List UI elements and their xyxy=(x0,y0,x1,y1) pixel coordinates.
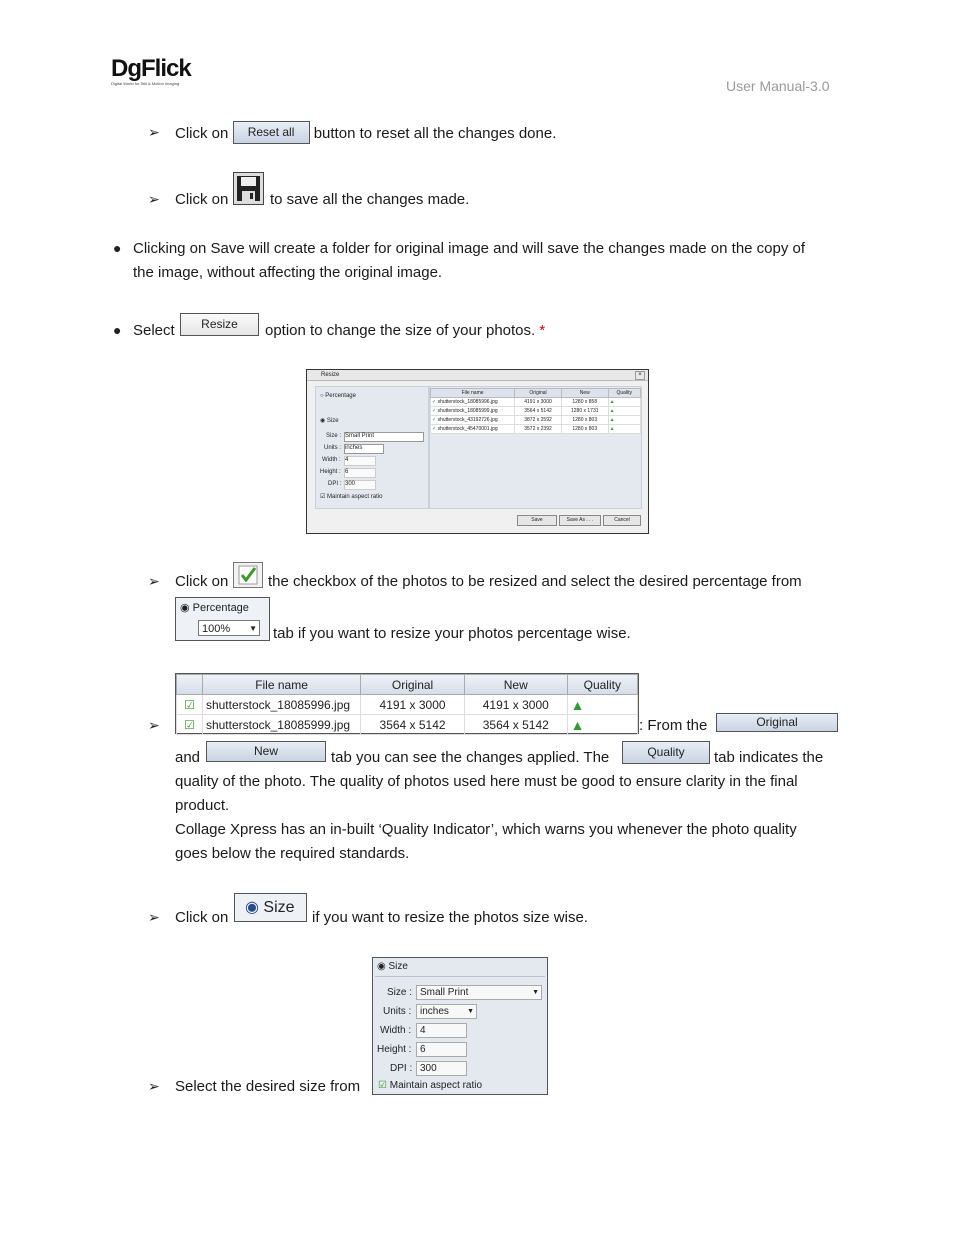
col-new[interactable]: New xyxy=(464,675,567,695)
percentage-select[interactable]: 100% ▼ xyxy=(198,620,260,636)
col-original[interactable]: Original xyxy=(515,389,562,398)
select-suffix: option to change the size of your photos. xyxy=(265,322,536,339)
dropdown-arrow-icon: ▼ xyxy=(249,624,257,633)
row-checkbox-icon[interactable]: ☑ xyxy=(177,695,203,715)
col-file-name[interactable]: File name xyxy=(202,675,360,695)
height-input[interactable]: 6 xyxy=(344,468,376,478)
warning-icon: ▲ xyxy=(608,398,640,407)
width-input[interactable]: 4 xyxy=(416,1023,467,1038)
select-size-label: Select the desired size from xyxy=(175,1078,361,1095)
table-row[interactable]: ☑ shutterstock_18085999.jpg 3564 x 5142 3564 x 5142 ▲ xyxy=(177,715,638,735)
percentage-radio[interactable]: ◉ Percentage xyxy=(180,602,249,614)
warning-icon: ▲ xyxy=(567,695,637,715)
logo-text: DgFlick xyxy=(111,55,191,82)
units-select[interactable]: inches ▼ xyxy=(416,1004,477,1019)
original-tab-button[interactable]: Original xyxy=(716,713,838,732)
quality-line2: quality of the photo. The quality of photos used here must be good to ensure clarity in the final xyxy=(175,773,798,790)
row-checkbox-icon[interactable]: ☑ xyxy=(177,715,203,735)
percentage-suffix: tab if you want to resize your photos percentage wise. xyxy=(273,625,631,642)
height-input[interactable]: 6 xyxy=(416,1042,467,1057)
tab-changes-text: tab you can see the changes applied. The xyxy=(331,749,610,766)
size-select[interactable]: Small Print xyxy=(344,432,424,442)
aspect-ratio-checkbox[interactable]: ☑ Maintain aspect ratio xyxy=(378,1080,483,1091)
quality-line5: goes below the required standards. xyxy=(175,845,410,862)
bullet-dot: ● xyxy=(113,322,122,338)
quality-line4: Collage Xpress has an in-built ‘Quality Indicator’, which warns you whenever the photo quality xyxy=(175,821,797,838)
quality-line3: product. xyxy=(175,797,230,814)
arrow-bullet-icon: ➢ xyxy=(148,909,160,925)
units-label: Units : xyxy=(324,445,342,451)
size-option[interactable]: ◉ Size xyxy=(320,418,339,424)
size-suffix: if you want to resize the photos size wise. xyxy=(312,909,588,926)
warning-icon: ▲ xyxy=(567,715,637,735)
aspect-ratio-checkbox[interactable]: ☑ Maintain aspect ratio xyxy=(320,494,383,500)
reset-suffix: button to reset all the changes done. xyxy=(313,125,557,142)
units-label: Units : xyxy=(383,1006,412,1017)
reset-line xyxy=(175,121,556,146)
dialog-save-as-button[interactable]: Save As . . . xyxy=(559,515,601,526)
warning-icon: ▲ xyxy=(608,416,640,425)
size-prefix: Click on xyxy=(175,909,229,926)
and-label: and xyxy=(175,749,201,766)
col-new[interactable]: New xyxy=(561,389,608,398)
reset-all-button[interactable]: Reset all xyxy=(233,121,310,144)
warning-icon: ▲ xyxy=(608,407,640,416)
select-prefix: Select xyxy=(133,322,175,339)
tab-indicates-text: tab indicates the xyxy=(714,749,824,766)
save-explanation-line2: the image, without affecting the original image. xyxy=(133,264,443,281)
warning-icon: ▲ xyxy=(608,425,640,434)
width-label: Width : xyxy=(322,457,341,463)
size-radio-button[interactable]: ◉ Size xyxy=(234,893,307,922)
size-label: Size : xyxy=(387,987,413,998)
col-file-name[interactable]: File name xyxy=(431,389,515,398)
dialog-cancel-button[interactable]: Cancel xyxy=(603,515,641,526)
dpi-input[interactable]: 300 xyxy=(416,1061,467,1076)
brand-logo xyxy=(111,55,211,95)
col-original[interactable]: Original xyxy=(361,675,465,695)
dropdown-arrow-icon: ▼ xyxy=(532,989,539,996)
size-select[interactable]: Small Print ▼ xyxy=(416,985,542,1000)
width-label: Width : xyxy=(380,1025,412,1036)
dialog-save-button[interactable]: Save xyxy=(517,515,557,526)
green-checkbox-icon[interactable] xyxy=(233,562,263,588)
height-label: Height : xyxy=(377,1044,412,1055)
dialog-close-icon[interactable]: × xyxy=(635,371,645,380)
file-table xyxy=(176,674,638,735)
units-select[interactable]: inches xyxy=(344,444,384,454)
dpi-label: DPI : xyxy=(390,1063,413,1074)
reset-prefix: Click on xyxy=(175,125,229,142)
save-explanation-line1: Clicking on Save will create a folder for original image and will save the changes made on the copy of xyxy=(133,240,806,257)
arrow-bullet-icon: ➢ xyxy=(148,191,160,207)
table-row[interactable]: ✓ shutterstock_18085999.jpg 3564 x 5142 1280 x 1731 ▲ xyxy=(431,407,641,416)
file-table-image xyxy=(175,673,639,734)
arrow-bullet-icon: ➢ xyxy=(148,717,160,733)
resize-button[interactable]: Resize xyxy=(180,313,259,336)
arrow-bullet-icon: ➢ xyxy=(148,573,160,589)
table-row[interactable]: ✓ shutterstock_18085996.jpg 4191 x 3000 1280 x 858 ▲ xyxy=(431,398,641,407)
height-label: Height : xyxy=(320,469,341,475)
required-star: * xyxy=(539,322,546,339)
col-quality[interactable]: Quality xyxy=(567,675,637,695)
size-panel xyxy=(372,957,548,1095)
resize-dialog xyxy=(306,369,649,534)
size-panel-divider xyxy=(375,976,545,977)
new-tab-button[interactable]: New xyxy=(206,741,326,762)
percentage-option[interactable]: ○ Percentage xyxy=(320,393,356,399)
dpi-label: DPI : xyxy=(328,481,342,487)
arrow-bullet-icon: ➢ xyxy=(148,1078,160,1094)
table-row[interactable]: ✓ shutterstock_45470001.jpg 3572 x 2392 1280 x 803 ▲ xyxy=(431,425,641,434)
save-line-suffix: to save all the changes made. xyxy=(270,191,470,208)
width-input[interactable]: 4 xyxy=(344,456,376,466)
checkbox-prefix: Click on xyxy=(175,573,229,590)
quality-tab-button[interactable]: Quality xyxy=(622,741,710,764)
table-row[interactable]: ☑ shutterstock_18085996.jpg 4191 x 3000 4191 x 3000 ▲ xyxy=(177,695,638,715)
bullet-dot: ● xyxy=(113,240,122,256)
size-label: Size : xyxy=(326,433,342,439)
percentage-widget xyxy=(175,597,270,641)
dialog-title: Resize xyxy=(307,370,648,381)
from-the-label: : From the xyxy=(639,717,708,734)
arrow-bullet-icon: ➢ xyxy=(148,124,160,140)
dialog-file-table xyxy=(430,388,641,434)
size-panel-title[interactable]: ◉ Size xyxy=(377,961,408,972)
select-suffix-line xyxy=(265,319,545,343)
table-row[interactable]: ✓ shutterstock_43192726.jpg 3872 x 2592 1280 x 803 ▲ xyxy=(431,416,641,425)
col-quality[interactable]: Quality xyxy=(608,389,640,398)
dpi-input[interactable]: 300 xyxy=(344,480,376,490)
dropdown-arrow-icon: ▼ xyxy=(467,1008,474,1015)
dialog-left-panel xyxy=(315,386,429,509)
checkbox-suffix: the checkbox of the photos to be resized and select the desired percentage from xyxy=(268,573,802,590)
radio-selected-icon: ◉ xyxy=(245,899,259,916)
logo-tagline: Digital World for Still & Motion Imaging xyxy=(111,81,180,86)
save-line-prefix: Click on xyxy=(175,191,229,208)
floppy-save-icon[interactable] xyxy=(233,172,264,205)
manual-version: User Manual-3.0 xyxy=(726,78,830,94)
dialog-file-panel xyxy=(429,386,642,509)
